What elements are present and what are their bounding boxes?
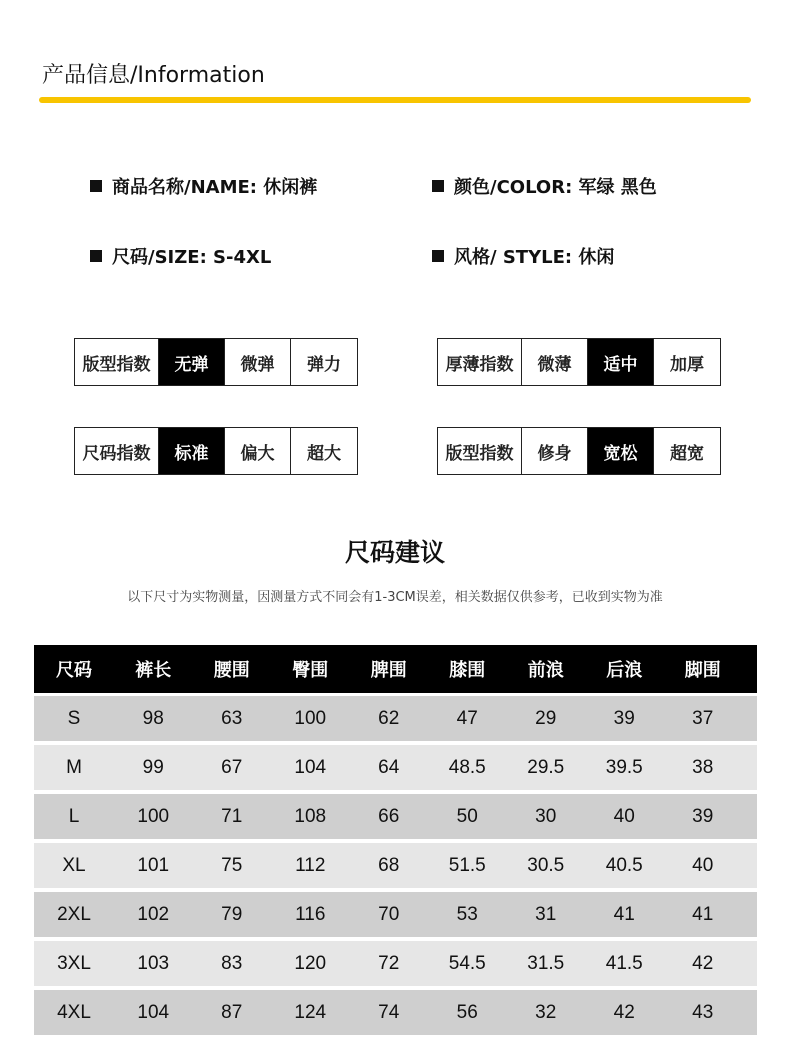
table-cell: 53 — [456, 903, 478, 925]
info-size-text: 尺码/SIZE: S-4XL — [112, 247, 272, 268]
table-row — [34, 990, 757, 1035]
table-cell: 63 — [221, 707, 243, 729]
index-option: 偏大 — [225, 428, 291, 474]
index-option: 修身 — [522, 428, 588, 474]
table-row — [34, 892, 757, 937]
table-cell: 47 — [456, 707, 478, 729]
table-cell: 41 — [613, 903, 635, 925]
table-row — [34, 696, 757, 741]
info-name-text: 商品名称/NAME: 休闲裤 — [112, 177, 318, 198]
info-color-text: 颜色/COLOR: 军绿 黑色 — [454, 177, 657, 198]
table-cell: 62 — [378, 707, 400, 729]
table-cell: 64 — [378, 756, 400, 778]
table-cell: 40 — [613, 805, 635, 827]
index-option: 微弹 — [225, 339, 291, 385]
table-row — [34, 843, 757, 888]
table-cell: 83 — [221, 952, 243, 974]
table-cell: 74 — [378, 1001, 400, 1023]
table-header-cell: 尺码 — [56, 660, 92, 681]
table-cell: 79 — [221, 903, 243, 925]
table-cell: 66 — [378, 805, 400, 827]
table-cell: 42 — [692, 952, 714, 974]
bullet-square-icon — [90, 180, 102, 192]
table-cell: 39 — [613, 707, 635, 729]
info-color — [432, 173, 657, 199]
table-cell: 41.5 — [605, 952, 643, 974]
table-cell: 70 — [378, 903, 400, 925]
index-label: 厚薄指数 — [438, 339, 522, 385]
table-cell: M — [66, 756, 82, 778]
table-cell: 50 — [456, 805, 478, 827]
table-cell: 102 — [137, 903, 170, 925]
table-cell: 75 — [221, 854, 243, 876]
index-option: 弹力 — [291, 339, 357, 385]
table-cell: 104 — [137, 1001, 170, 1023]
table-cell: 31.5 — [527, 952, 565, 974]
table-cell: 99 — [142, 756, 164, 778]
index-option: 无弹 — [159, 339, 225, 385]
table-header-cell: 脾围 — [370, 660, 407, 681]
info-style — [432, 243, 614, 269]
table-cell: 103 — [137, 952, 170, 974]
index-table-thickness — [437, 338, 721, 386]
index-option: 适中 — [588, 339, 654, 385]
table-header-cell: 脚围 — [684, 660, 721, 681]
index-option: 宽松 — [588, 428, 654, 474]
table-header-cell: 裤长 — [135, 660, 172, 681]
table-cell: 124 — [294, 1001, 327, 1023]
table-cell: 71 — [221, 805, 243, 827]
table-cell: 29 — [535, 707, 557, 729]
header-accent-bar — [39, 97, 751, 103]
table-cell: 98 — [142, 707, 164, 729]
index-table-fit — [437, 427, 721, 475]
table-cell: 51.5 — [448, 854, 486, 876]
table-cell: 108 — [294, 805, 327, 827]
size-chart-table — [34, 645, 757, 1039]
table-cell: 104 — [294, 756, 327, 778]
table-header-cell: 臀围 — [292, 660, 329, 681]
table-cell: 42 — [613, 1001, 635, 1023]
index-option: 标准 — [159, 428, 225, 474]
table-header-cell: 膝围 — [449, 660, 486, 681]
info-size — [90, 243, 271, 269]
table-cell: L — [68, 805, 80, 827]
table-header-row — [34, 645, 757, 693]
table-cell: 72 — [378, 952, 400, 974]
bullet-square-icon — [90, 250, 102, 262]
table-header-cell: 前浪 — [527, 660, 564, 681]
header-title: 产品信息/Information — [42, 63, 265, 88]
table-cell: 37 — [692, 707, 714, 729]
table-cell: XL — [62, 854, 86, 876]
index-option: 超大 — [291, 428, 357, 474]
index-label: 版型指数 — [75, 339, 159, 385]
size-section-note: 以下尺寸为实物测量，因测量方式不同会有1-3CM误差，相关数据仅供参考，已收到实物为准 — [127, 590, 663, 605]
table-cell: 87 — [221, 1001, 243, 1023]
table-cell: 120 — [294, 952, 327, 974]
bullet-square-icon — [432, 250, 444, 262]
table-cell: 43 — [692, 1001, 714, 1023]
table-cell: 116 — [295, 903, 326, 925]
table-cell: 48.5 — [448, 756, 486, 778]
table-row — [34, 794, 757, 839]
table-cell: 30.5 — [527, 854, 565, 876]
index-label: 尺码指数 — [75, 428, 159, 474]
table-cell: 101 — [137, 854, 170, 876]
index-option: 加厚 — [654, 339, 720, 385]
table-cell: 31 — [535, 903, 557, 925]
table-cell: S — [67, 707, 81, 729]
table-cell: 39 — [692, 805, 714, 827]
info-name — [90, 173, 317, 199]
index-table-elasticity — [74, 338, 358, 386]
table-cell: 39.5 — [605, 756, 643, 778]
table-cell: 29.5 — [527, 756, 565, 778]
table-cell: 2XL — [57, 903, 91, 925]
table-cell: 100 — [294, 707, 327, 729]
bullet-square-icon — [432, 180, 444, 192]
table-row — [34, 941, 757, 986]
table-cell: 54.5 — [448, 952, 486, 974]
size-section-title: 尺码建议 — [344, 538, 445, 567]
table-cell: 40 — [692, 854, 714, 876]
index-option: 微薄 — [522, 339, 588, 385]
table-row — [34, 745, 757, 790]
table-cell: 3XL — [57, 952, 91, 974]
table-cell: 30 — [535, 805, 557, 827]
table-cell: 100 — [137, 805, 170, 827]
table-cell: 4XL — [57, 1001, 91, 1023]
table-header-cell: 腰围 — [213, 660, 250, 681]
table-cell: 38 — [692, 756, 714, 778]
table-cell: 68 — [378, 854, 400, 876]
index-option: 超宽 — [654, 428, 720, 474]
table-cell: 67 — [221, 756, 243, 778]
table-cell: 41 — [692, 903, 714, 925]
table-cell: 40.5 — [605, 854, 643, 876]
table-cell: 112 — [295, 854, 326, 876]
index-table-size — [74, 427, 358, 475]
table-cell: 32 — [535, 1001, 557, 1023]
table-cell: 56 — [456, 1001, 478, 1023]
index-label: 版型指数 — [438, 428, 522, 474]
info-style-text: 风格/ STYLE: 休闲 — [454, 247, 615, 268]
table-header-cell: 后浪 — [606, 660, 643, 681]
